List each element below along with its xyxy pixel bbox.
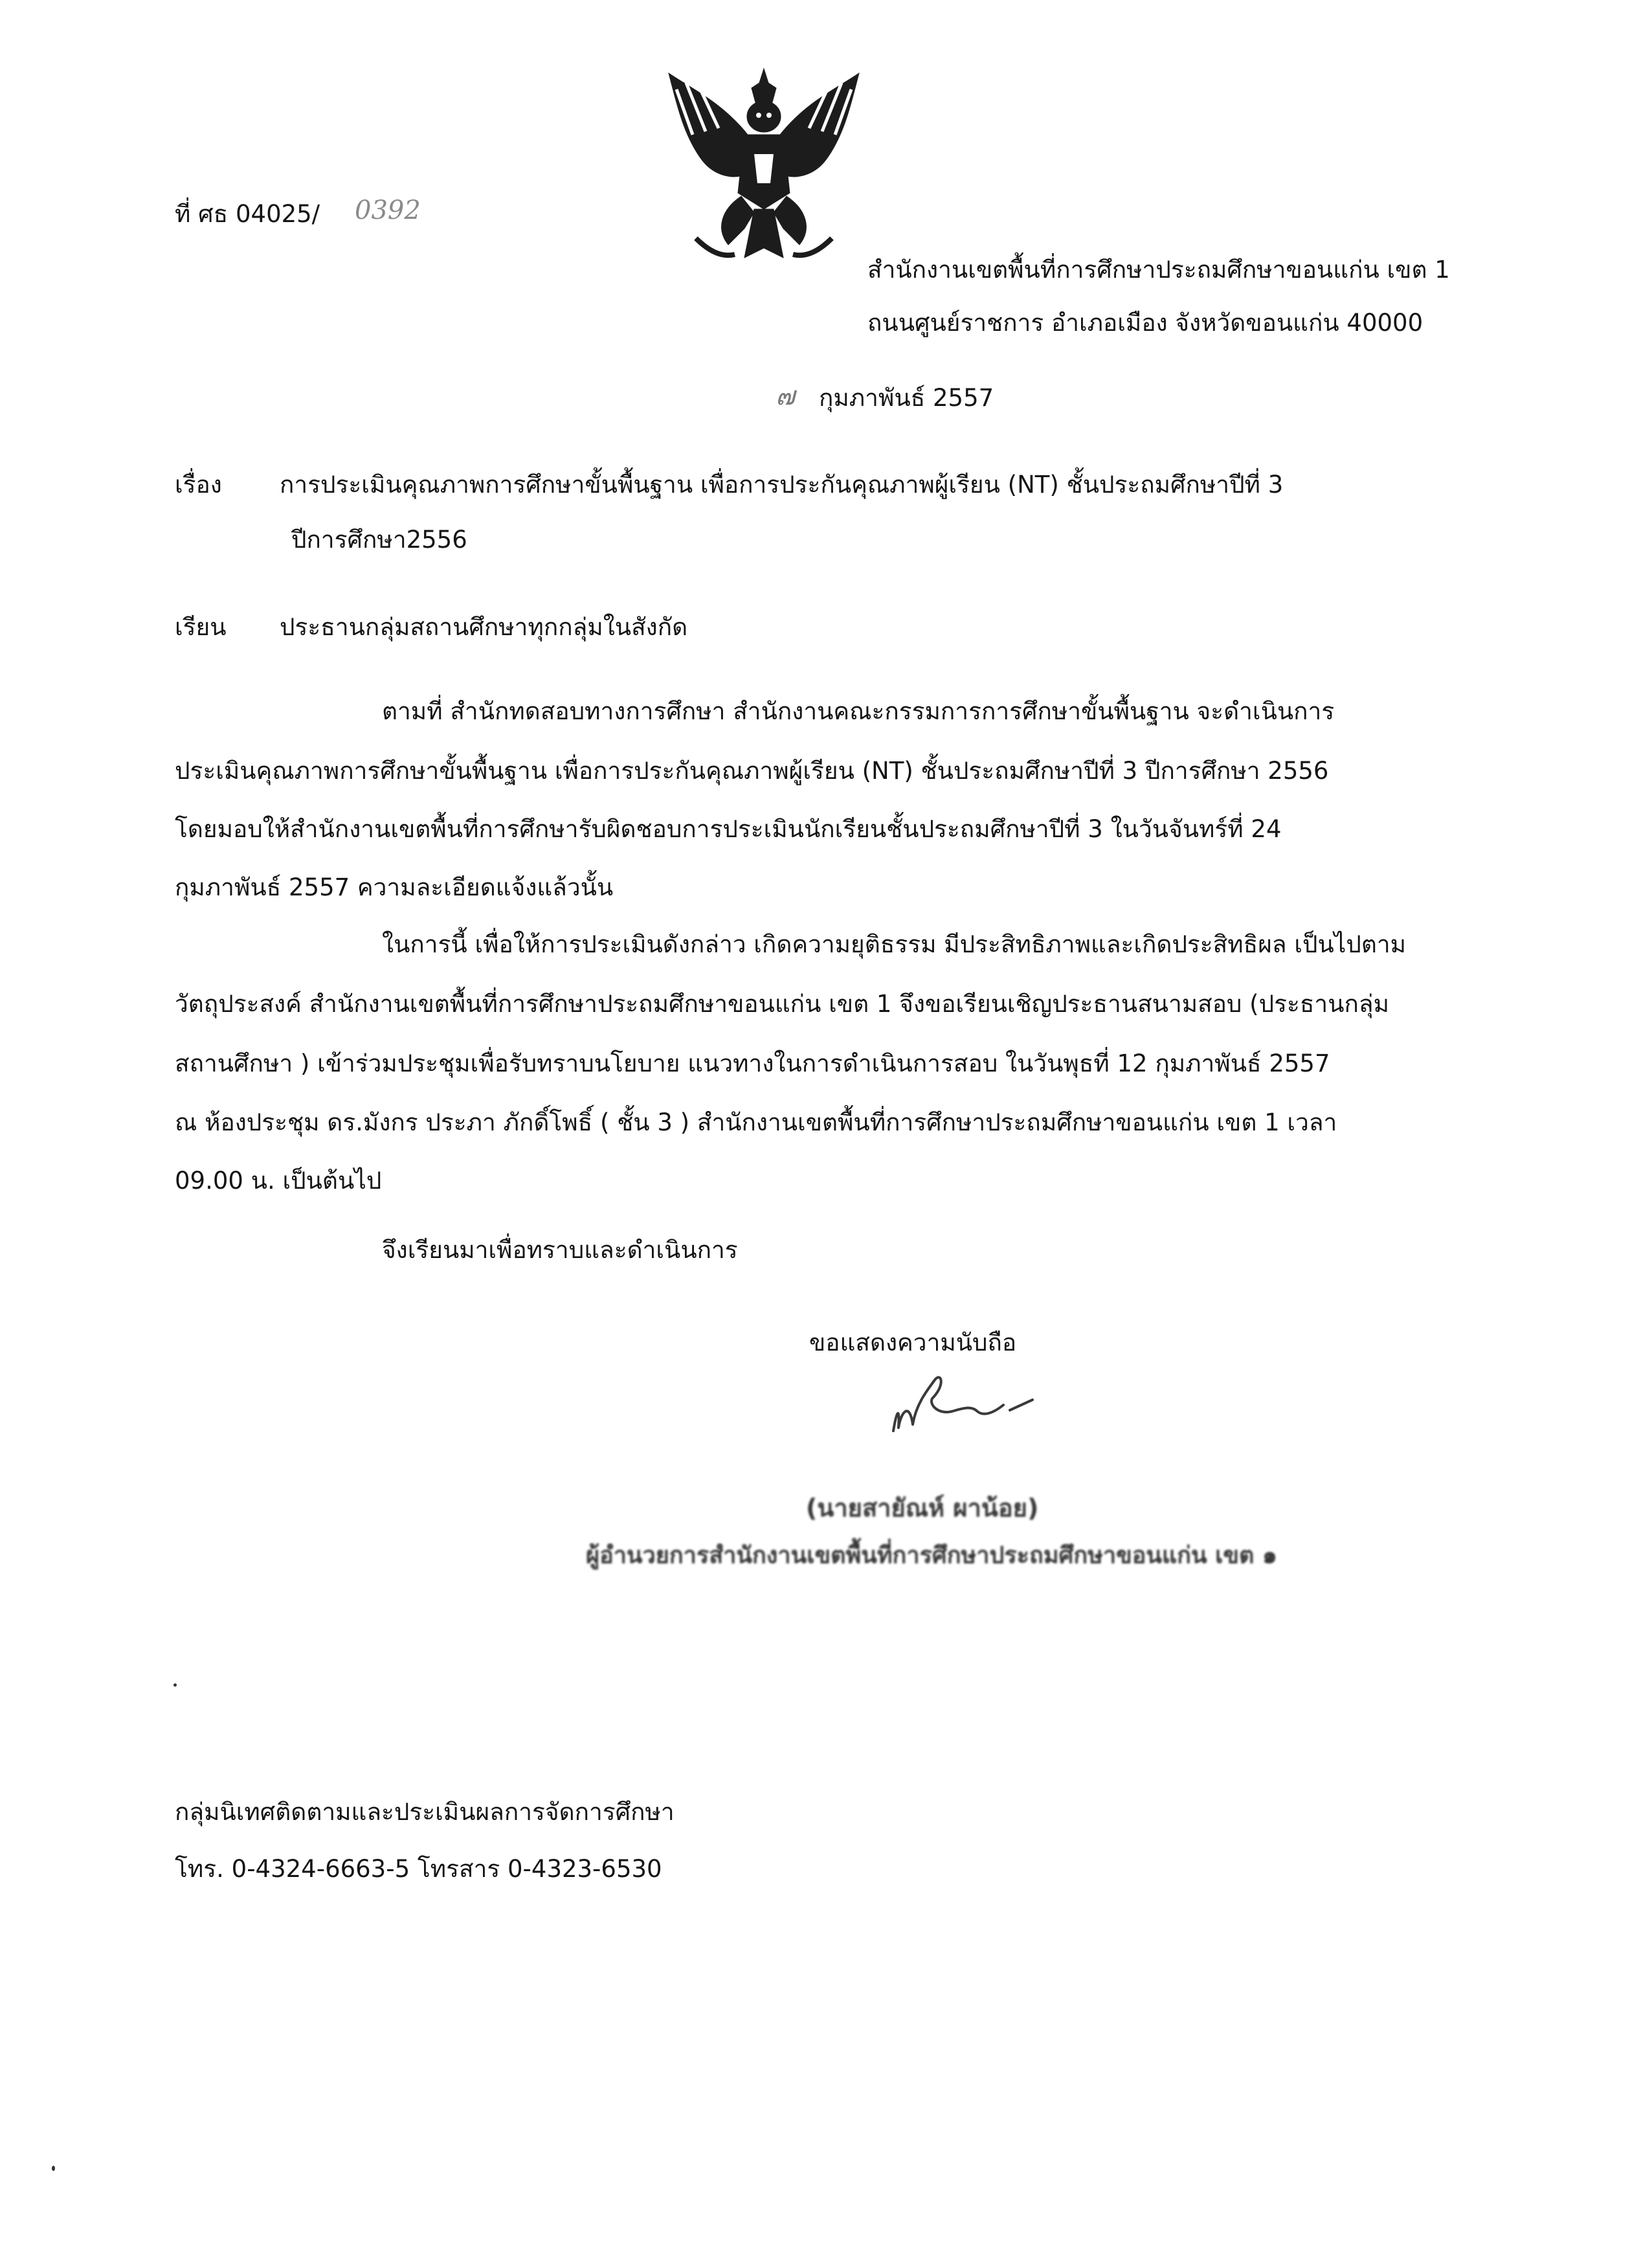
subject-line-2: ปีการศึกษา2556 (291, 526, 467, 554)
para1-line: ตามที่ สำนักทดสอบทางการศึกษา สำนักงานคณะกรรมการการศึกษาขั้นพื้นฐาน จะดำเนินการ (382, 697, 1335, 725)
para1-line: โดยมอบให้สำนักงานเขตพื้นที่การศึกษารับผิดชอบการประเมินนักเรียนชั้นประถมศึกษาปีที่ 3 ในวันจันทร์ที่ 24 (175, 815, 1282, 843)
reference-label: ที่ ศธ 04025/ (175, 200, 320, 228)
recipient-text: ประธานกลุ่มสถานศึกษาทุกกลุ่มในสังกัด (280, 613, 688, 641)
date-day-handwritten: ๗ (776, 381, 796, 411)
footer-contact: โทร. 0-4324-6663-5 โทรสาร 0-4323-6530 (175, 1855, 662, 1883)
reference-number-handwritten: 0392 (355, 196, 421, 225)
para2-line: 09.00 น. เป็นต้นไป (175, 1167, 382, 1195)
office-name: สำนักงานเขตพื้นที่การศึกษาประถมศึกษาขอนแก่น เขต 1 (867, 256, 1450, 284)
scan-speck (52, 2166, 55, 2171)
garuda-emblem-icon (657, 63, 871, 271)
office-address: ถนนศูนย์ราชการ อำเภอเมือง จังหวัดขอนแก่น 40000 (867, 309, 1423, 337)
signatory-name: (นายสายัณห์ ผาน้อย) (806, 1494, 1039, 1522)
para2-line: ณ ห้องประชุม ดร.มังกร ประภา ภักดิ์โพธิ์ ( ชั้น 3 ) สำนักงานเขตพื้นที่การศึกษาประถมศึกษาขอนแก่น เขต 1 เวลา (175, 1108, 1337, 1136)
scan-speck (173, 1683, 177, 1687)
closing-text: จึงเรียนมาเพื่อทราบและดำเนินการ (382, 1236, 738, 1264)
para2-line: สถานศึกษา ) เข้าร่วมประชุมเพื่อรับทราบนโยบาย แนวทางในการดำเนินการสอบ ในวันพุธที่ 12 กุมภาพันธ์ 2557 (175, 1050, 1330, 1077)
footer-department: กลุ่มนิเทศติดตามและประเมินผลการจัดการศึกษา (175, 1798, 675, 1826)
date-month-year: กุมภาพันธ์ 2557 (819, 384, 994, 412)
recipient-label: เรียน (175, 613, 227, 641)
para1-line: ประเมินคุณภาพการศึกษาขั้นพื้นฐาน เพื่อการประกันคุณภาพผู้เรียน (NT) ชั้นประถมศึกษาปีที่ 3 ปีการศึกษา 2556 (175, 757, 1329, 785)
subject-line-1: การประเมินคุณภาพการศึกษาขั้นพื้นฐาน เพื่อการประกันคุณภาพผู้เรียน (NT) ชั้นประถมศึกษาปีที่ 3 (280, 471, 1284, 499)
para2-line: ในการนี้ เพื่อให้การประเมินดังกล่าว เกิดความยุติธรรม มีประสิทธิภาพและเกิดประสิทธิผล เป็นไปตาม (382, 930, 1407, 958)
para2-line: วัตถุประสงค์ สำนักงานเขตพื้นที่การศึกษาประถมศึกษาขอนแก่น เขต 1 จึงขอเรียนเชิญประธานสนามสอบ (ประธานกลุ่ม (175, 990, 1389, 1018)
subject-label: เรื่อง (175, 471, 222, 499)
signatory-position: ผู้อำนวยการสำนักงานเขตพื้นที่การศึกษาประถมศึกษาขอนแก่น เขต ๑ (586, 1542, 1277, 1569)
handwritten-signature-icon (880, 1366, 1049, 1444)
salutation: ขอแสดงความนับถือ (809, 1329, 1017, 1356)
para1-line: กุมภาพันธ์ 2557 ความละเอียดแจ้งแล้วนั้น (175, 873, 614, 901)
